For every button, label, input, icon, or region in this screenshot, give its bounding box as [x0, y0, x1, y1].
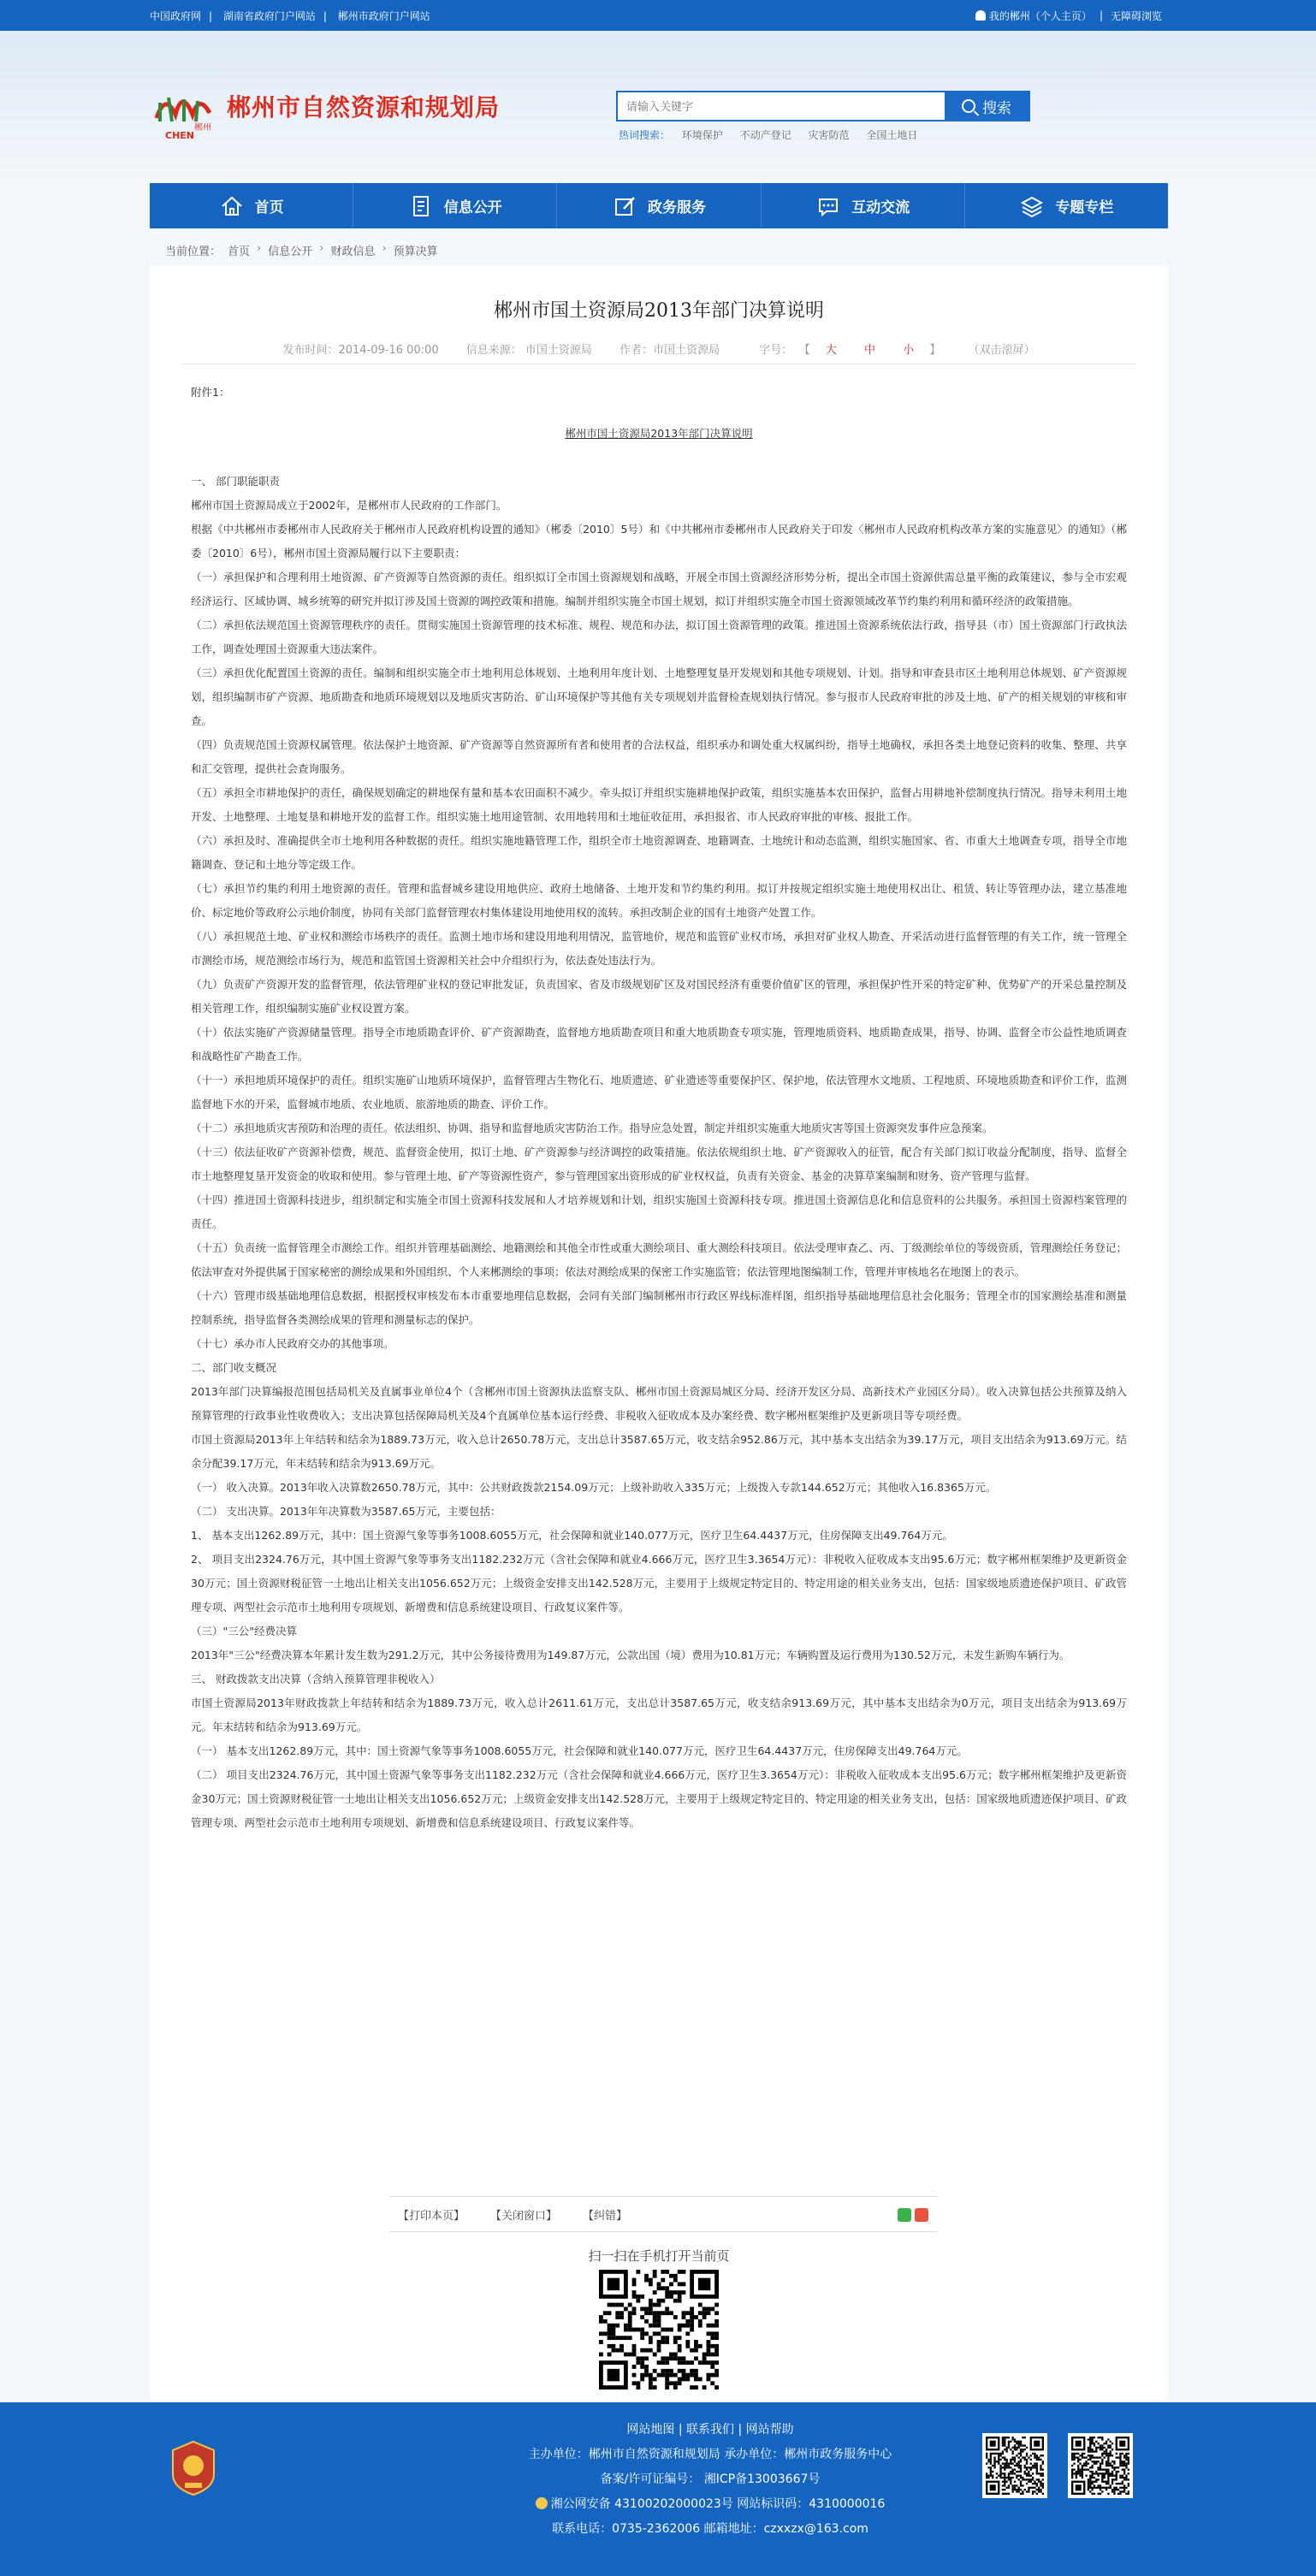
nav-label: 政务服务 [648, 199, 706, 216]
hot-word[interactable]: 灾害防范 [808, 129, 850, 141]
nav-item-info[interactable] [353, 183, 557, 228]
hot-words-label: 热词搜索： [619, 129, 671, 141]
search-icon [962, 99, 975, 113]
my-chenzhou-link[interactable]: 我的郴州（个人主页） [988, 9, 1092, 22]
search-button-label: 搜索 [982, 99, 1011, 116]
hot-word[interactable]: 环境保护 [681, 129, 723, 141]
home-icon [219, 193, 245, 219]
info-source: 信息来源： 市国土资源局 [465, 344, 592, 357]
chat-icon [815, 193, 841, 219]
main-nav [150, 183, 1168, 228]
top-right-links: 我的郴州（个人主页） | 无障碍浏览 [975, 9, 1162, 23]
breadcrumb-prefix: 当前位置： [165, 246, 222, 258]
article-paragraph: （十）依法实施矿产资源储量管理。指导全市地质勘查评价、矿产资源勘查，监督地方地质勘查项目和重大地质勘查专项实施，管理地质资料、地质勘查成果，指导、协调、监督全市公益性地质调查和战略性矿产勘查工作。 [191, 1026, 1127, 1063]
layers-icon [1019, 193, 1045, 219]
article-paragraph: 根据《中共郴州市委郴州市人民政府关于郴州市人民政府机构设置的通知》（郴委〔2010〕5号）和《中共郴州市委郴州市人民政府关于印发〈郴州市人民政府机构改革方案的实施意见〉的通知》（郴委〔2010〕6号），郴州市国土资源局履行以下主要职责： [191, 523, 1127, 560]
article-paragraph: （九）负责矿产资源开发的监督管理，依法管理矿业权的登记审批发证，负责国家、省及市级规划矿区及对国民经济有重要价值矿区的管理，承担保护性开采的特定矿种、优势矿产的开采总量控制及相关管理工作，组织编制实施矿业权设置方案。 [191, 978, 1127, 1015]
nav-item-interact[interactable] [762, 183, 965, 228]
site-logo-icon[interactable] [150, 80, 218, 140]
article-subtitle[interactable]: 郴州市国土资源局2013年部门决算说明 [565, 427, 753, 440]
nav-item-home[interactable] [150, 183, 353, 228]
font-big-button[interactable]: 大 [825, 344, 837, 357]
font-size-control: 字号： 【 大 中 小 】 [759, 344, 941, 357]
article-paragraph: 郴州市国土资源局成立于2002年，是郴州市人民政府的工作部门。 [191, 499, 507, 512]
top-bar [0, 0, 1316, 31]
search-button[interactable] [945, 92, 1028, 120]
font-mid-button[interactable]: 中 [864, 344, 876, 357]
close-window-button[interactable]: 【关闭窗口】 [490, 2209, 558, 2223]
article-paragraph: （一） 收入决算。2013年收入决算数2650.78万元，其中：公共财政拨款2154.09万元；上级补助收入335万元；上级拨入专款144.652万元；其他收入16.8365万元。 [191, 1481, 997, 1494]
hot-word[interactable]: 不动产登记 [739, 129, 791, 141]
double-click-scroll[interactable]: （双击滚屏） [968, 344, 1035, 357]
top-link-hunan[interactable]: 湖南省政府门户网站 [222, 9, 316, 22]
article-body [191, 381, 1127, 1835]
article-paragraph: （三）承担优化配置国土资源的责任。编制和组织实施全市土地利用总体规划、土地利用年度计划、土地整理复垦开发规划和其他专项规划、计划。指导和审查县市区土地利用总体规划、矿产资源规划，组织编制市矿产资源、地质勘查和地质环境规划以及地质灾害防治、矿山环境保护等其他有关专项规划并监督检查规划执行情况。参与报市人民政府审批的涉及土地、矿产的相关规划的审核和审查。 [191, 666, 1127, 727]
footer-sponsor: 主办单位：郴州市自然资源和规划局 承办单位：郴州市政务服务中心 [528, 2448, 892, 2461]
article-paragraph: （十五）负责统一监督管理全市测绘工作。组织并管理基础测绘、地籍测绘和其他全市性或重大测绘项目、重大测绘科技项目。依法受理审查乙、丙、丁级测绘单位的等级资质，管理测绘任务登记；依法审查对外提供属于国家秘密的测绘成果和外国组织、个人来郴测绘的事项；依法对测绘成果的保密工作实施监管；依法管理地图编制工作，管理并审核地名在地图上的表示。 [191, 1241, 1127, 1278]
breadcrumb-item[interactable]: 首页 [228, 246, 251, 258]
article-paragraph: 2、 项目支出2324.76万元，其中国土资源气象等事务支出1182.232万元（含社会保障和就业4.666万元，医疗卫生3.3654万元）：非税收入征收成本支出95.6万元；数字郴州框架维护及更新资金30万元；国土资源财税征管一土地出让相关支出1056.652万元；上级资金安排支出142.528万元，主要用于上级规定特定目的、特定用途的相关业务支出，包括：国家级地质遗迹保护项目、矿政管理专项、两型社会示范市土地利用专项规划、新增费和信息系统建设项目、行政复议案件等。 [191, 1553, 1127, 1614]
footer-qr-code-icon [1068, 2433, 1133, 2498]
article-paragraph: 市国土资源局2013年财政拨款上年结转和结余为1889.73万元，收入总计2611.61万元，支出总计3587.65万元，收支结余913.69万元，其中基本支出结余为0万元，项目支出结余为913.69万元。年末结转和结余为913.69万元。 [191, 1697, 1127, 1733]
top-link-gov[interactable]: 中国政府网 [150, 9, 202, 22]
print-button[interactable]: 【打印本页】 [398, 2209, 465, 2223]
article-paragraph: （三）"三公"经费决算 [191, 1625, 297, 1637]
footer-icp[interactable]: 备案/许可证编号： 湘ICP备13003667号 [600, 2472, 821, 2486]
article-paragraph: （六）承担及时、准确提供全市土地利用各种数据的责任。组织实施地籍管理工作，组织全市土地资源调查、地籍调查、土地统计和动态监测，组织实施国家、省、市重大土地调查专项，指导全市地籍调查、登记和土地分等定级工作。 [191, 834, 1127, 871]
party-emblem-icon[interactable] [169, 2440, 217, 2496]
nav-item-service[interactable] [557, 183, 761, 228]
article-paragraph: 三、 财政拨款支出决算（含纳入预算管理非税收入） [191, 1673, 441, 1685]
footer-police: 湘公网安备 43100202000023号 网站标识码：4310000016 [479, 2492, 941, 2517]
publish-time: 发布时间：2014-09-16 00:00 [282, 344, 439, 357]
article-paragraph: （一） 基本支出1262.89万元，其中：国土资源气象等事务1008.6055万元，社会保障和就业140.077万元，医疗卫生64.4437万元，住房保障支出49.764万元。 [191, 1744, 968, 1757]
article-paragraph: （十三）依法征收矿产资源补偿费，规范、监督资金使用，拟订土地、矿产资源参与经济调控的政策措施。依法依规组织土地、矿产资源收入的征管，配合有关部门拟订收益分配制度，指导、监督全市土地整理复垦开发资金的收取和使用。参与管理土地、矿产等资源性资产，参与管理国家出资形成的矿业权权益，负责有关资金、基金的决算草案编制和财务、资产管理与监督。 [191, 1146, 1127, 1182]
top-links: 中国政府网 | 湖南省政府门户网站 | 郴州市政府门户网站 [150, 9, 430, 22]
logo-sub: CHEN [165, 130, 194, 140]
report-error-button[interactable]: 【纠错】 [583, 2209, 628, 2223]
hot-word[interactable]: 全国土地日 [866, 129, 918, 141]
article-meta [150, 341, 1168, 357]
article-paragraph: 市国土资源局2013年上年结转和结余为1889.73万元，收入总计2650.78万元，支出总计3587.65万元，收支结余952.86万元，其中基本支出结余为39.17万元，项目支出结余为913.69万元。结余分配39.17万元，年末结转和结余为913.69万元。 [191, 1433, 1127, 1470]
article-paragraph: （五）承担全市耕地保护的责任，确保规划确定的耕地保有量和基本农田面积不减少。牵头拟订并组织实施耕地保护政策，组织实施基本农田保护，监督占用耕地补偿制度执行情况。指导未利用土地开发、土地整理、土地复垦和耕地开发的监督工作。组织实施土地用途管制、农用地转用和土地征收征用，承担报省、市人民政府审批的审核、报批工作。 [191, 786, 1127, 823]
article-paragraph: （四）负责规范国土资源权属管理。依法保护土地资源、矿产资源等自然资源所有者和使用者的合法权益，组织承办和调处重大权属纠纷，指导土地确权，承担各类土地登记资料的收集、整理、共享和汇交管理，提供社会查询服务。 [191, 738, 1127, 775]
footer-qr-code-icon [982, 2433, 1047, 2498]
nav-label: 信息公开 [443, 199, 502, 216]
top-link-chenzhou[interactable]: 郴州市政府门户网站 [337, 9, 430, 22]
article-paragraph: （二） 项目支出2324.76万元，其中国土资源气象等事务支出1182.232万元（含社会保障和就业4.666万元，医疗卫生3.3654万元）：非税收入征收成本支出95.6万元；数字郴州框架维护及更新资金30万元；国土资源财税征管一土地出让相关支出1056.652万元；上级资金安排支出142.528万元，主要用于上级规定特定目的、特定用途的相关业务支出，包括：国家级地质遗迹保护项目、矿政管理专项、两型社会示范市土地利用专项规划、新增费和信息系统建设项目、行政复议案件等。 [191, 1768, 1127, 1829]
document-icon [408, 193, 434, 219]
share-buttons [898, 2208, 928, 2222]
article-paragraph: （十一）承担地质环境保护的责任。组织实施矿山地质环境保护，监督管理古生物化石、地质遗迹、矿业遗迹等重要保护区、保护地，依法管理水文地质、工程地质、环境地质勘查和评价工作，监测监督地下水的开采，监督城市地质、农业地质、旅游地质的勘查、评价工作。 [191, 1074, 1127, 1110]
breadcrumb-item[interactable]: 预算决算 [393, 246, 438, 258]
article-paragraph: （七）承担节约集约利用土地资源的责任。管理和监督城乡建设用地供应、政府土地储备、土地开发和节约集约利用。拟订并按规定组织实施土地使用权出让、租赁、转让等管理办法，建立基准地价、标定地价等政府公示地价制度，协同有关部门监督管理农村集体建设用地使用权的流转。承担改制企业的国有土地资产处置工作。 [191, 882, 1127, 919]
article-paragraph: 一、 部门职能职责 [191, 475, 280, 488]
footer-contact: 联系电话：0735-2362006 邮箱地址：czxxzx@163.com [552, 2522, 868, 2536]
qr-caption: 扫一扫在手机打开当前页 [588, 2248, 730, 2264]
article-title: 郴州市国土资源局2013年部门决算说明 [494, 300, 824, 322]
site-header [150, 72, 1168, 149]
article-paragraph: 2013年"三公"经费决算本年累计发生数为291.2万元，其中公务接待费用为149.87万元，公款出国（境）费用为10.81万元；车辆购置及运行费用为130.52万元，未发生新购车辆行为。 [191, 1649, 1070, 1661]
article-panel [150, 265, 1168, 2400]
article-paragraph: （二） 支出决算。2013年年决算数为3587.65万元，主要包括： [191, 1505, 501, 1518]
accessibility-link[interactable]: 无障碍浏览 [1110, 9, 1162, 22]
edit-icon [612, 193, 637, 219]
qr-code-icon [599, 2270, 719, 2389]
article-paragraph: 二、部门收支概况 [191, 1361, 277, 1374]
site-footer [0, 2402, 1316, 2576]
article-footer-bar [389, 2196, 937, 2232]
article-paragraph: （一）承担保护和合理利用土地资源、矿产资源等自然资源的责任。组织拟订全市国土资源规划和战略，开展全市国土资源经济形势分析，提出全市国土资源供需总量平衡的政策建议，参与全市宏观经济运行、区域协调、城乡统筹的研究并拟订涉及国土资源的调控政策和措施。编制并组织实施全市国土规划，拟订并组织实施全市国土资源领域改革节约集约利用和循环经济的政策措施。 [191, 571, 1127, 607]
nav-label: 互动交流 [851, 199, 910, 216]
hot-words [619, 127, 931, 142]
nav-item-special[interactable] [965, 183, 1168, 228]
article-paragraph: 1、 基本支出1262.89万元，其中：国土资源气象等事务1008.6055万元，社会保障和就业140.077万元，医疗卫生64.4437万元，住房保障支出49.764万元。 [191, 1529, 953, 1542]
chevron-right-icon: › [257, 242, 262, 255]
article-paragraph: （八）承担规范土地、矿业权和测绘市场秩序的责任。监测土地市场和建设用地利用情况，监管地价，规范和监管矿业权市场，承担对矿业权人勘查、开采活动进行监督管理的有关工作，统一管理全市测绘市场，规范测绘市场行为，规范和监管国土资源相关社会中介组织行为，依法查处违法行为。 [191, 930, 1127, 967]
wechat-share-icon[interactable] [898, 2208, 911, 2222]
user-icon [975, 10, 986, 21]
weibo-share-icon[interactable] [915, 2208, 928, 2222]
article-paragraph: （十四）推进国土资源科技进步，组织制定和实施全市国土资源科技发展和人才培养规划和计划，组织实施国土资源科技专项。推进国土资源信息化和信息资料的公共服务。承担国土资源档案管理的责任。 [191, 1193, 1127, 1230]
attachment-label: 附件1： [191, 386, 230, 399]
police-badge-icon [536, 2497, 548, 2509]
footer-text [479, 2418, 941, 2542]
search-box [616, 91, 1030, 121]
logo-text: 郴州 [194, 123, 211, 133]
breadcrumb-item[interactable]: 信息公开 [268, 246, 313, 258]
article-paragraph: （十七）承办市人民政府交办的其他事项。 [191, 1337, 394, 1350]
chevron-right-icon: › [382, 242, 387, 255]
breadcrumb-item[interactable]: 财政信息 [330, 246, 376, 258]
chevron-right-icon: › [319, 242, 324, 255]
font-small-button[interactable]: 小 [903, 344, 915, 357]
site-title: 郴州市自然资源和规划局 [227, 93, 501, 121]
author: 作者：市国土资源局 [619, 344, 720, 357]
article-paragraph: 2013年部门决算编报范围包括局机关及直属事业单位4个（含郴州市国土资源执法监察支队、郴州市国土资源局城区分局、经济开发区分局、高新技术产业园区分局）。收入决算包括公共预算及纳入预算管理的行政事业性收费收入；支出决算包括保障局机关及4个直属单位基本运行经费、非税收入征收成本及办案经费、数字郴州框架维护及更新项目等专项经费。 [191, 1385, 1127, 1422]
article-paragraph: （十六）管理市级基础地理信息数据，根据授权审核发布本市重要地理信息数据，会同有关部门编制郴州市行政区界线标准样图，组织指导基础地理信息社会化服务；管理全市的国家测绘基准和测量控制系统，指导监督各类测绘成果的管理和测量标志的保护。 [191, 1289, 1127, 1326]
search-input[interactable] [618, 92, 945, 120]
breadcrumb [165, 242, 438, 258]
article-paragraph: （二）承担依法规范国土资源管理秩序的责任。贯彻实施国土资源管理的技术标准、规程、规范和办法，拟订国土资源管理的政策。推进国土资源系统依法行政，指导县（市）国土资源部门行政执法工作，调查处理国土资源重大违法案件。 [191, 619, 1127, 655]
nav-label: 专题专栏 [1055, 199, 1114, 216]
article-paragraphs [191, 470, 1127, 1835]
article-paragraph: （十二）承担地质灾害预防和治理的责任。依法组织、协调、指导和监督地质灾害防治工作。指导应急处置，制定并组织实施重大地质灾害等国土资源突发事件应急预案。 [191, 1122, 993, 1134]
footer-links[interactable]: 网站地图 | 联系我们 | 网站帮助 [626, 2423, 794, 2437]
nav-label: 首页 [254, 199, 284, 216]
